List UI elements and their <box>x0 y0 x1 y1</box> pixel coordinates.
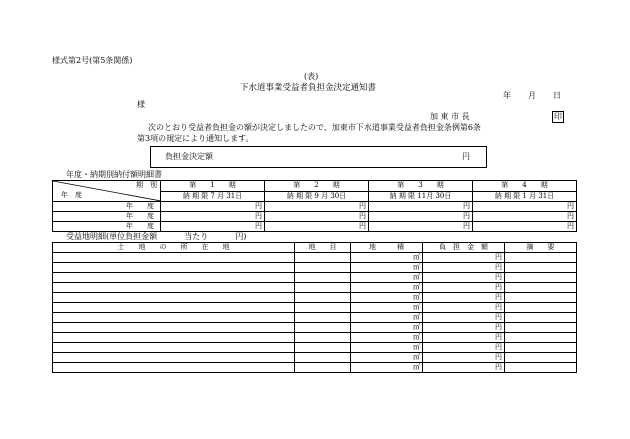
front-label: (表) <box>304 72 319 81</box>
land-location-cell <box>53 293 295 303</box>
land-row <box>53 363 577 373</box>
schedule-body <box>53 202 577 232</box>
land-location-cell <box>53 253 295 263</box>
land-amount-cell: 円 <box>423 293 505 303</box>
schedule-amount-cell: 円 <box>161 202 265 212</box>
land-area-cell: ㎡ <box>351 343 423 353</box>
date-day: 日 <box>553 91 561 100</box>
schedule-row <box>53 222 577 232</box>
land-remarks-cell <box>505 253 577 263</box>
land-remarks-cell <box>505 273 577 283</box>
land-header-location: 土 地 の 所 在 地 <box>53 243 295 253</box>
land-amount-cell: 円 <box>423 253 505 263</box>
land-area-cell: ㎡ <box>351 253 423 263</box>
land-category-cell <box>295 293 351 303</box>
schedule-amount-cell: 円 <box>369 222 473 232</box>
land-category-cell <box>295 273 351 283</box>
document-title: 下水道事業受益者負担金決定通知書 <box>240 83 377 93</box>
schedule-amount-cell: 円 <box>161 222 265 232</box>
land-row <box>53 303 577 313</box>
date-month: 月 <box>528 91 536 100</box>
period-2-header: 第 2 期 <box>265 181 369 192</box>
land-header-remarks: 摘 要 <box>505 243 577 253</box>
land-header-category: 地 目 <box>295 243 351 253</box>
land-location-cell <box>53 273 295 283</box>
schedule-amount-cell: 円 <box>265 222 369 232</box>
land-amount-cell: 円 <box>423 323 505 333</box>
notice-text-line1: 次のとおり受益者負担金の額が決定しましたので、加東市下水道事業受益者負担金条例第6条 <box>148 123 481 132</box>
schedule-header-row <box>53 181 577 192</box>
form-number: 様式第2号(第5条関係) <box>52 56 133 65</box>
land-area-cell: ㎡ <box>351 333 423 343</box>
land-header-area: 地 積 <box>351 243 423 253</box>
schedule-amount-cell: 円 <box>473 202 577 212</box>
land-caption-unit: 円) <box>235 232 247 241</box>
land-location-cell <box>53 263 295 273</box>
land-row <box>53 263 577 273</box>
land-amount-cell: 円 <box>423 363 505 373</box>
issuer-name: 加 東 市 長 <box>430 112 470 121</box>
land-table <box>52 242 577 373</box>
schedule-year-cell: 年 度 <box>53 212 161 222</box>
schedule-amount-cell: 円 <box>161 212 265 222</box>
amount-label: 負担金決定額 <box>165 152 213 161</box>
land-location-cell <box>53 323 295 333</box>
period-axis-label: 期 別 <box>136 181 157 189</box>
land-category-cell <box>295 323 351 333</box>
land-amount-cell: 円 <box>423 333 505 343</box>
addressee-suffix: 様 <box>137 100 145 109</box>
land-header-amount: 負 担 金 額 <box>423 243 505 253</box>
period-4-header: 第 4 期 <box>473 181 577 192</box>
land-location-cell <box>53 313 295 323</box>
land-location-cell <box>53 283 295 293</box>
deadline-2: 納 期 限 9 月 30日 <box>265 191 369 202</box>
land-area-cell: ㎡ <box>351 263 423 273</box>
land-remarks-cell <box>505 313 577 323</box>
land-category-cell <box>295 313 351 323</box>
land-body <box>53 253 577 373</box>
seal-mark: 印 <box>554 112 562 121</box>
land-remarks-cell <box>505 353 577 363</box>
land-area-cell: ㎡ <box>351 303 423 313</box>
land-row <box>53 313 577 323</box>
land-caption <box>66 233 246 241</box>
schedule-year-cell: 年 度 <box>53 202 161 212</box>
notice-text-line2: 第3項の規定により通知します。 <box>137 134 254 143</box>
land-row <box>53 273 577 283</box>
land-row <box>53 283 577 293</box>
schedule-amount-cell: 円 <box>265 202 369 212</box>
schedule-row <box>53 212 577 222</box>
land-amount-cell: 円 <box>423 313 505 323</box>
land-row <box>53 353 577 363</box>
land-area-cell: ㎡ <box>351 323 423 333</box>
schedule-amount-cell: 円 <box>369 212 473 222</box>
land-row <box>53 343 577 353</box>
land-row <box>53 333 577 343</box>
date-year: 年 <box>503 91 511 100</box>
land-location-cell <box>53 333 295 343</box>
land-area-cell: ㎡ <box>351 293 423 303</box>
schedule-table <box>52 180 577 232</box>
land-area-cell: ㎡ <box>351 353 423 363</box>
land-remarks-cell <box>505 303 577 313</box>
amount-unit: 円 <box>462 152 470 161</box>
land-amount-cell: 円 <box>423 283 505 293</box>
land-amount-cell: 円 <box>423 273 505 283</box>
land-area-cell: ㎡ <box>351 313 423 323</box>
land-row <box>53 253 577 263</box>
land-row <box>53 293 577 303</box>
land-category-cell <box>295 343 351 353</box>
land-location-cell <box>53 363 295 373</box>
land-amount-cell: 円 <box>423 303 505 313</box>
land-amount-cell: 円 <box>423 263 505 273</box>
schedule-amount-cell: 円 <box>473 212 577 222</box>
amount-box <box>150 146 487 168</box>
land-remarks-cell <box>505 263 577 273</box>
schedule-amount-cell: 円 <box>369 202 473 212</box>
land-category-cell <box>295 303 351 313</box>
land-area-cell: ㎡ <box>351 283 423 293</box>
period-3-header: 第 3 期 <box>369 181 473 192</box>
land-remarks-cell <box>505 343 577 353</box>
land-header-row <box>53 243 577 253</box>
land-category-cell <box>295 363 351 373</box>
schedule-amount-cell: 円 <box>473 222 577 232</box>
deadline-1: 納 期 限 7 月 31日 <box>161 191 265 202</box>
land-remarks-cell <box>505 283 577 293</box>
period-1-header: 第 1 期 <box>161 181 265 192</box>
land-remarks-cell <box>505 363 577 373</box>
land-remarks-cell <box>505 293 577 303</box>
schedule-diagonal-cell <box>53 181 161 202</box>
land-remarks-cell <box>505 333 577 343</box>
land-location-cell <box>53 343 295 353</box>
land-remarks-cell <box>505 323 577 333</box>
land-caption-label: 受益地明細(単位負担金額 <box>66 232 158 241</box>
schedule-caption: 年度・納期別納付額明細書 <box>66 170 162 179</box>
land-area-cell: ㎡ <box>351 273 423 283</box>
year-axis-label: 年 度 <box>61 191 82 199</box>
land-amount-cell: 円 <box>423 343 505 353</box>
schedule-year-cell: 年 度 <box>53 222 161 232</box>
deadline-4: 納 期 限 1 月 31日 <box>473 191 577 202</box>
land-location-cell <box>53 303 295 313</box>
land-caption-mid: 当たり <box>184 232 209 241</box>
land-location-cell <box>53 353 295 363</box>
land-category-cell <box>295 253 351 263</box>
schedule-amount-cell: 円 <box>265 212 369 222</box>
land-category-cell <box>295 353 351 363</box>
land-category-cell <box>295 333 351 343</box>
land-row <box>53 323 577 333</box>
schedule-row <box>53 202 577 212</box>
land-amount-cell: 円 <box>423 353 505 363</box>
land-area-cell: ㎡ <box>351 363 423 373</box>
deadline-3: 納 期 限 11月 30日 <box>369 191 473 202</box>
land-category-cell <box>295 283 351 293</box>
land-category-cell <box>295 263 351 273</box>
